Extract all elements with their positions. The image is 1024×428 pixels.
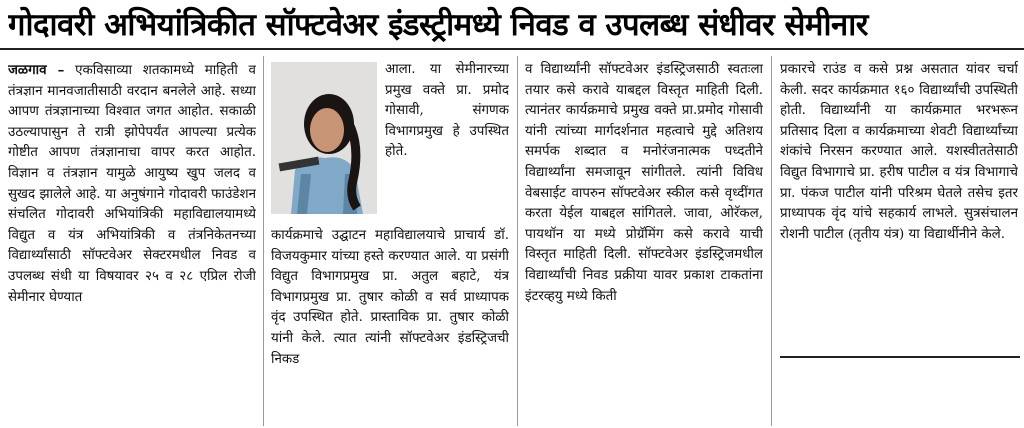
speaker-photo	[271, 62, 377, 214]
dateline: जळगाव –	[8, 62, 65, 78]
column-2-top-text: आला. या सेमीनारच्या प्रमुख वक्ते प्रा. प्रमोद गोसावी, संगणक विभागप्रमुख हे उपस्थित होते.	[385, 62, 509, 160]
column-1-text: एकविसाव्या शतकामध्ये माहिती व तंत्रज्ञान मानवजातीसाठी वरदान बनलेले आहे. सध्या आपण तंत्रज्ञानाच्या विश्वात जगत आहोत. सकाळी उठल्यापासुन ते रात्री झोपेपर्यंत आपल्या प्रत्येक गोष्टीत आपण तंत्रज्ञानाचा वापर करत आहोत. विज्ञान व तंत्रज्ञान यामुळे आयुष्य खुप जलद व सुखद झालेले आहे. या अनुषंगाने गोदावरी फाउंडेशन संचलित गोदावरी अभियांत्रिकी महाविद्यालयामध्ये विद्युत व यंत्र अभियांत्रिकी व तंत्रनिकेतनच्या विद्यार्थ्यांसाठी सॉफ्टवेअर सेक्टरमधील निवड व उपलब्ध संधी या विषयावर २५ व २८ एप्रिल रोजी सेमीनार घेण्यात	[8, 63, 256, 305]
article-column-1	[8, 60, 256, 426]
column-rule-1	[263, 56, 264, 426]
column-3-text: व विद्यार्थ्यांनी सॉफ्टवेअर इंडस्ट्रिजसाठी स्वतःला तयार कसे करावे याबद्दल विस्तृत माहिती दिली. त्यानंतर कार्यक्रमाचे प्रमुख वक्ते प्रा.प्रमोद गोसावी यांनी त्यांच्या मार्गदर्शनात महत्वाचे मुद्दे अतिशय समर्पक शब्दात व मनोरंजनात्मक पध्दतीने विद्यार्थ्यांना समजावून सांगीतले. त्यांनी विविध वेबसाईट वापरुन सॉफ्टवेअर स्कील कसे वृध्दींगत करता येईल याबद्दल सांगितले. जावा, ओरॅकल, पायथॉन या मध्ये प्रोग्रॅमिंग कसे करावे याची विस्तृत माहिती दिली. सॉफ्टवेअर इंडस्ट्रिजमधील विद्यार्थ्यांची निवड प्रक्रीया यावर प्रकाश टाकतांना इंटरव्हयु मध्ये किती	[525, 62, 763, 304]
headline: गोदावरी अभियांत्रिकीत सॉफ्टवेअर इंडस्ट्रीमध्ये निवड व उपलब्ध संधीवर सेमीनार	[8, 7, 868, 43]
article-column-3	[525, 60, 763, 426]
article-column-2-bottom	[271, 226, 509, 426]
article-end-rule	[780, 356, 1020, 358]
column-rule-3	[771, 56, 772, 426]
speaker-photo-icon	[271, 62, 377, 214]
column-4-text: प्रकारचे राउंड व कसे प्रश्न असतात यांवर चर्चा केली. सदर कार्यक्रमात १६० विद्यार्थ्यांची उपस्थिती होती. विद्यार्थ्यांनी या कार्यक्रमात भरभरून प्रतिसाद दिला व कार्यक्रमाच्या शेवटी विद्यार्थ्यांच्या शंकांचे निरसन करण्यात आले. यशस्वीततेसाठी विद्युत विभागाचे प्रा. हरीष पाटील व यंत्र विभागाचे प्रा. पंकज पाटील यांनी परिश्रम घेतले तसेच इतर प्राध्यापक वृंद यांचे सहकार्य लाभले. सुत्रसंचालन रोशनी पाटील (तृतीय यंत्र) या विद्यार्थीनीने केले.	[780, 62, 1018, 242]
article-column-2-top	[385, 60, 509, 226]
article-column-4	[780, 60, 1018, 352]
column-2-bottom-text: कार्यक्रमाचे उद्घाटन महाविद्यालयाचे प्राचार्य डॉ. विजयकुमार यांच्या हस्ते करण्यात आले. या प्रसंगी विद्युत विभागप्रमुख प्रा. अतुल बहाटे, यंत्र विभागप्रमुख प्रा. तुषार कोळी व सर्व प्राध्यापक वृंद उपस्थित होते. प्रास्ताविक प्रा. तुषार कोळी यांनी केले. त्यात त्यांनी सॉफ्टवेअर इंडस्ट्रिजची निकड	[271, 228, 509, 367]
column-rule-2	[517, 56, 518, 426]
headline-underline	[0, 48, 1024, 50]
